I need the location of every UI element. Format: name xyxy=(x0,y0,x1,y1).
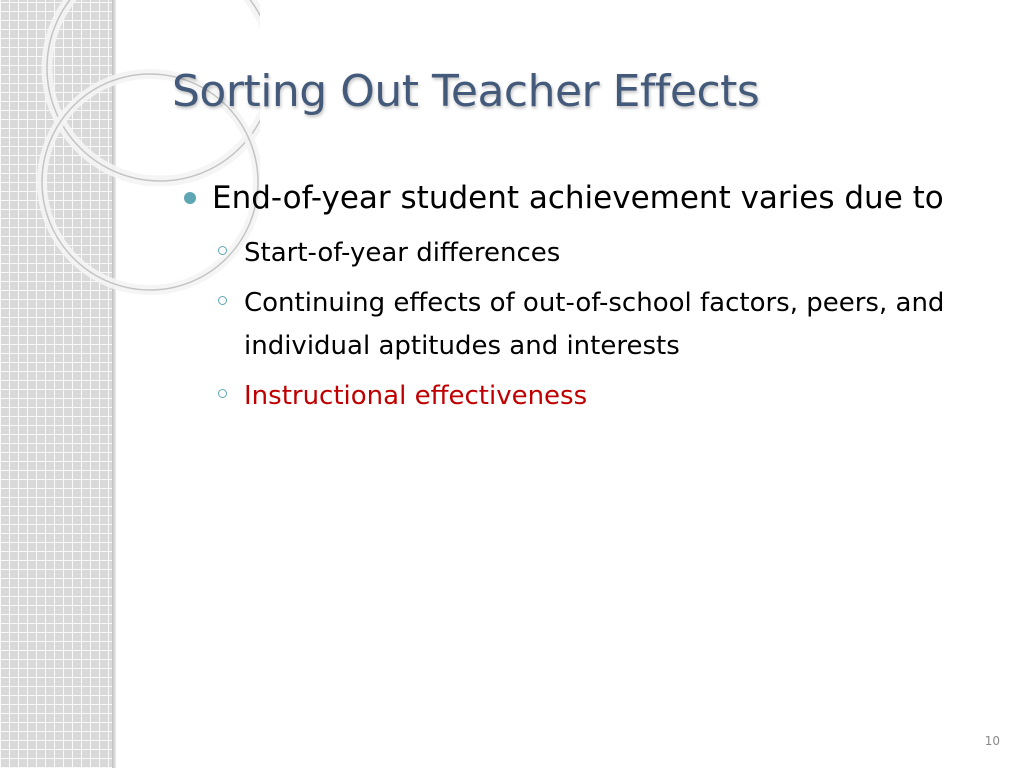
decorative-grid-panel xyxy=(0,0,112,768)
sub-bullet-item-highlighted xyxy=(180,375,970,418)
bullet-item xyxy=(180,174,970,222)
panel-edge xyxy=(112,0,116,768)
sub-bullet-text: Start-of-year differences xyxy=(244,238,561,268)
hollow-circle-bullet-icon xyxy=(218,246,227,255)
bullet-text: End-of-year student achievement varies due to xyxy=(212,180,944,216)
sub-bullet-item xyxy=(180,232,970,275)
slide-title: Sorting Out Teacher Effects xyxy=(172,66,760,117)
sub-bullet-text: Instructional effectiveness xyxy=(244,381,588,411)
page-number: 10 xyxy=(984,734,1000,748)
sub-bullet-text: Continuing effects of out-of-school factors, peers, and individual aptitudes and interests xyxy=(244,288,945,361)
filled-circle-bullet-icon xyxy=(184,192,196,204)
sub-bullet-item xyxy=(180,282,970,368)
hollow-circle-bullet-icon xyxy=(218,296,227,305)
slide-body xyxy=(180,174,970,425)
hollow-circle-bullet-icon xyxy=(218,389,227,398)
